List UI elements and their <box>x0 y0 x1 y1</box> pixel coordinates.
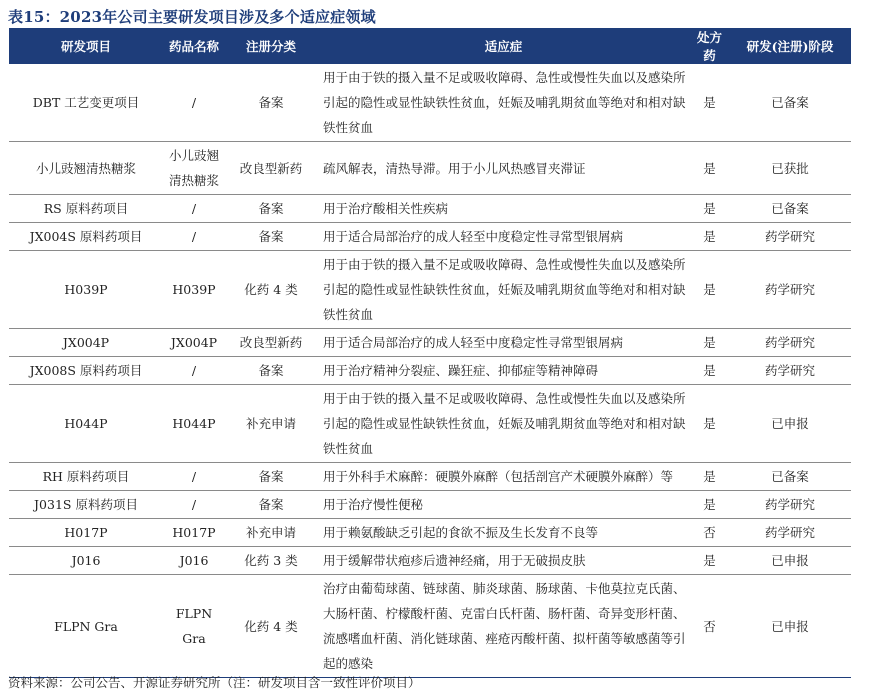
source-note: 资料来源：公司公告、开源证券研究所（注：研发项目含一致性评价项目） <box>8 675 421 690</box>
cell-stage: 已备案 <box>729 463 851 491</box>
cell-category: 备案 <box>225 491 317 519</box>
table-row <box>9 223 851 251</box>
cell-project: JX004P <box>9 329 163 357</box>
cell-stage: 药学研究 <box>729 223 851 251</box>
cell-stage: 药学研究 <box>729 251 851 329</box>
table-row <box>9 547 851 575</box>
table-row <box>9 142 851 195</box>
cell-rx: 是 <box>690 64 729 142</box>
cell-stage: 药学研究 <box>729 357 851 385</box>
cell-drug: H017P <box>163 519 225 547</box>
cell-indication: 用于外科手术麻醉：硬膜外麻醉（包括剖宫产术硬膜外麻醉）等 <box>317 463 690 491</box>
table-row <box>9 575 851 678</box>
cell-category: 备案 <box>225 64 317 142</box>
cell-project: J031S 原料药项目 <box>9 491 163 519</box>
cell-drug: / <box>163 463 225 491</box>
cell-category: 备案 <box>225 195 317 223</box>
cell-drug: / <box>163 195 225 223</box>
cell-drug: H039P <box>163 251 225 329</box>
cell-indication: 用于由于铁的摄入量不足或吸收障碍、急性或慢性失血以及感染所引起的隐性或显性缺铁性贫血，妊娠及哺乳期贫血等绝对和相对缺铁性贫血 <box>317 385 690 463</box>
cell-stage: 已获批 <box>729 142 851 195</box>
cell-indication: 用于由于铁的摄入量不足或吸收障碍、急性或慢性失血以及感染所引起的隐性或显性缺铁性贫血，妊娠及哺乳期贫血等绝对和相对缺铁性贫血 <box>317 64 690 142</box>
cell-drug: / <box>163 491 225 519</box>
cell-category: 改良型新药 <box>225 329 317 357</box>
cell-stage: 已申报 <box>729 575 851 678</box>
cell-indication: 用于赖氨酸缺乏引起的食欲不振及生长发育不良等 <box>317 519 690 547</box>
table-row <box>9 195 851 223</box>
cell-drug: JX004P <box>163 329 225 357</box>
cell-indication: 用于适合局部治疗的成人轻至中度稳定性寻常型银屑病 <box>317 329 690 357</box>
cell-drug: / <box>163 64 225 142</box>
rd-projects-table <box>9 28 851 678</box>
cell-project: H044P <box>9 385 163 463</box>
header-stage: 研发(注册)阶段 <box>729 28 851 64</box>
cell-project: J016 <box>9 547 163 575</box>
cell-rx: 否 <box>690 575 729 678</box>
header-indication: 适应症 <box>317 28 690 64</box>
table-row <box>9 357 851 385</box>
cell-drug: / <box>163 223 225 251</box>
cell-category: 备案 <box>225 357 317 385</box>
cell-category: 备案 <box>225 223 317 251</box>
table-row <box>9 491 851 519</box>
cell-stage: 已申报 <box>729 385 851 463</box>
cell-stage: 药学研究 <box>729 519 851 547</box>
cell-category: 补充申请 <box>225 385 317 463</box>
cell-project: 小儿豉翘清热糖浆 <box>9 142 163 195</box>
cell-project: H039P <box>9 251 163 329</box>
cell-stage: 药学研究 <box>729 329 851 357</box>
cell-project: FLPN Gra <box>9 575 163 678</box>
cell-indication: 治疗由葡萄球菌、链球菌、肺炎球菌、肠球菌、卡他莫拉克氏菌、大肠杆菌、柠檬酸杆菌、克雷白氏杆菌、肠杆菌、奇异变形杆菌、流感嗜血杆菌、消化链球菌、痤疮丙酸杆菌、拟杆菌等敏感菌等引起的感染 <box>317 575 690 678</box>
cell-indication: 疏风解表，清热导滞。用于小儿风热感冒夹滞证 <box>317 142 690 195</box>
cell-drug: FLPN Gra <box>163 575 225 678</box>
cell-rx: 否 <box>690 519 729 547</box>
cell-rx: 是 <box>690 357 729 385</box>
cell-rx: 是 <box>690 547 729 575</box>
cell-category: 化药 4 类 <box>225 251 317 329</box>
cell-category: 补充申请 <box>225 519 317 547</box>
cell-rx: 是 <box>690 385 729 463</box>
header-row <box>9 28 851 64</box>
cell-drug: H044P <box>163 385 225 463</box>
cell-rx: 是 <box>690 142 729 195</box>
table-row <box>9 463 851 491</box>
cell-drug: 小儿豉翘清热糖浆 <box>163 142 225 195</box>
cell-project: JX004S 原料药项目 <box>9 223 163 251</box>
cell-category: 化药 4 类 <box>225 575 317 678</box>
cell-indication: 用于适合局部治疗的成人轻至中度稳定性寻常型银屑病 <box>317 223 690 251</box>
table-title: 表15：2023年公司主要研发项目涉及多个适应症领域 <box>8 8 376 26</box>
cell-rx: 是 <box>690 195 729 223</box>
cell-category: 化药 3 类 <box>225 547 317 575</box>
cell-project: DBT 工艺变更项目 <box>9 64 163 142</box>
cell-stage: 已备案 <box>729 64 851 142</box>
cell-project: RH 原料药项目 <box>9 463 163 491</box>
cell-indication: 用于治疗酸相关性疾病 <box>317 195 690 223</box>
cell-stage: 药学研究 <box>729 491 851 519</box>
cell-stage: 已申报 <box>729 547 851 575</box>
cell-project: JX008S 原料药项目 <box>9 357 163 385</box>
header-drug: 药品名称 <box>163 28 225 64</box>
cell-rx: 是 <box>690 329 729 357</box>
cell-indication: 用于治疗慢性便秘 <box>317 491 690 519</box>
table-row <box>9 385 851 463</box>
cell-rx: 是 <box>690 223 729 251</box>
cell-rx: 是 <box>690 251 729 329</box>
header-category: 注册分类 <box>225 28 317 64</box>
cell-stage: 已备案 <box>729 195 851 223</box>
cell-drug: / <box>163 357 225 385</box>
cell-project: RS 原料药项目 <box>9 195 163 223</box>
cell-rx: 是 <box>690 463 729 491</box>
cell-indication: 用于缓解带状疱疹后遗神经痛，用于无破损皮肤 <box>317 547 690 575</box>
cell-drug: J016 <box>163 547 225 575</box>
cell-indication: 用于由于铁的摄入量不足或吸收障碍、急性或慢性失血以及感染所引起的隐性或显性缺铁性贫血，妊娠及哺乳期贫血等绝对和相对缺铁性贫血 <box>317 251 690 329</box>
cell-rx: 是 <box>690 491 729 519</box>
header-project: 研发项目 <box>9 28 163 64</box>
cell-project: H017P <box>9 519 163 547</box>
cell-indication: 用于治疗精神分裂症、躁狂症、抑郁症等精神障碍 <box>317 357 690 385</box>
table-row <box>9 251 851 329</box>
table-row <box>9 64 851 142</box>
table-row <box>9 329 851 357</box>
header-rx: 处方药 <box>690 28 729 64</box>
cell-category: 改良型新药 <box>225 142 317 195</box>
table-row <box>9 519 851 547</box>
cell-category: 备案 <box>225 463 317 491</box>
